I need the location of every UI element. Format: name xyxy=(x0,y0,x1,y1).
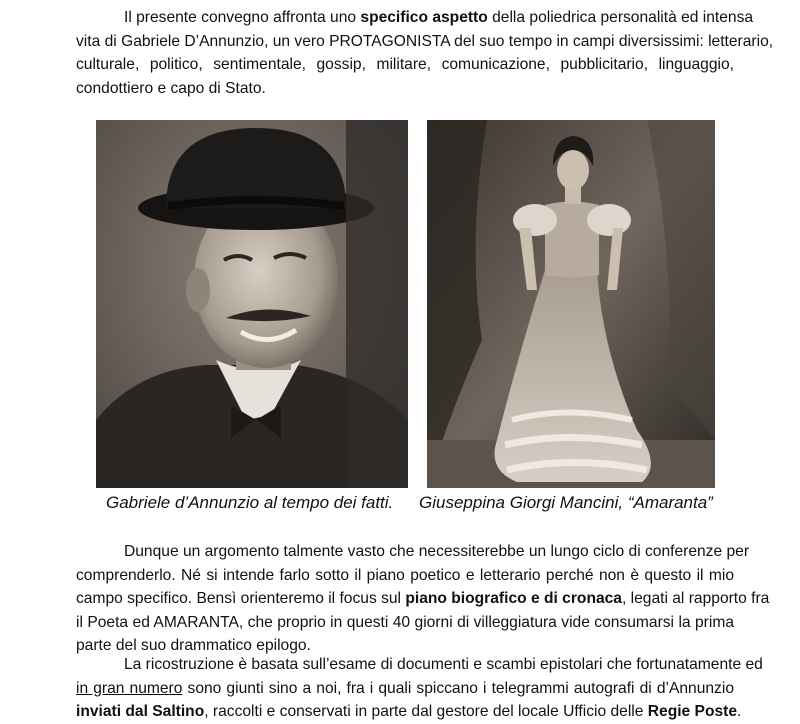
intro-text: della poliedrica personalità ed intensa xyxy=(487,9,754,26)
para3-line-2 xyxy=(76,677,734,701)
para2-text: campo specifico. Bensì orienteremo il focus sul xyxy=(76,590,406,608)
para3-text: sono giunti sino a noi, fra i quali spiccano i telegrammi autografi di d’Annunzio xyxy=(182,679,734,697)
para2-bold: piano biografico e di cronaca xyxy=(405,590,622,608)
para3-bold: Regie Poste xyxy=(647,703,738,721)
intro-bold: specifico aspetto xyxy=(360,9,488,26)
para3-text: . xyxy=(737,703,742,721)
para2-line-2: comprenderlo. Né si intende farlo sotto il piano poetico e letterario perché non è questo il mio xyxy=(76,566,734,584)
para2-line-5: parte del suo drammatico epilogo. xyxy=(76,637,311,655)
intro-line-4: condottiero e capo di Stato. xyxy=(76,79,266,97)
para2-line-1: Dunque un argomento talmente vasto che necessiterebbe un lungo ciclo di conferenze per xyxy=(124,543,750,560)
para3-underlined: in gran numero xyxy=(76,679,183,697)
left-photo-caption: Gabriele d’Annunzio al tempo dei fatti. xyxy=(106,493,394,512)
para3-bold: inviati dal Saltino xyxy=(76,703,205,721)
intro-text: Il presente convegno affronta uno xyxy=(124,9,361,26)
para3-text: , raccolti e conservati in parte dal gestore del locale Ufficio delle xyxy=(204,703,648,721)
intro-line-2: vita di Gabriele D’Annunzio, un vero PROTAGONISTA del suo tempo in campi diversissimi: letterario, xyxy=(76,32,774,50)
para2-text: , legati al rapporto fra xyxy=(621,590,770,608)
para3-line-3 xyxy=(76,700,742,724)
right-photo-caption: Giuseppina Giorgi Mancini, “Amaranta” xyxy=(419,493,713,512)
body-paragraph-3 xyxy=(76,653,763,724)
intro-line-1 xyxy=(76,6,754,30)
intro-line-3: culturale, politico, sentimentale, gossip, militare, comunicazione, pubblicitario, linguaggio, xyxy=(76,56,734,74)
para3-line-1: La ricostruzione è basata sull’esame di documenti e scambi epistolari che fortunatamente ed xyxy=(124,656,763,673)
intro-paragraph xyxy=(76,6,774,100)
body-paragraph-2 xyxy=(76,540,770,658)
portrait-photo-dannunzio xyxy=(96,120,408,488)
para2-line-4: il Poeta ed AMARANTA, che proprio in questi 40 giorni di villeggiatura vide consumarsi la prima xyxy=(76,613,734,631)
para2-line-3 xyxy=(76,587,770,611)
portrait-photo-amaranta xyxy=(427,120,715,488)
